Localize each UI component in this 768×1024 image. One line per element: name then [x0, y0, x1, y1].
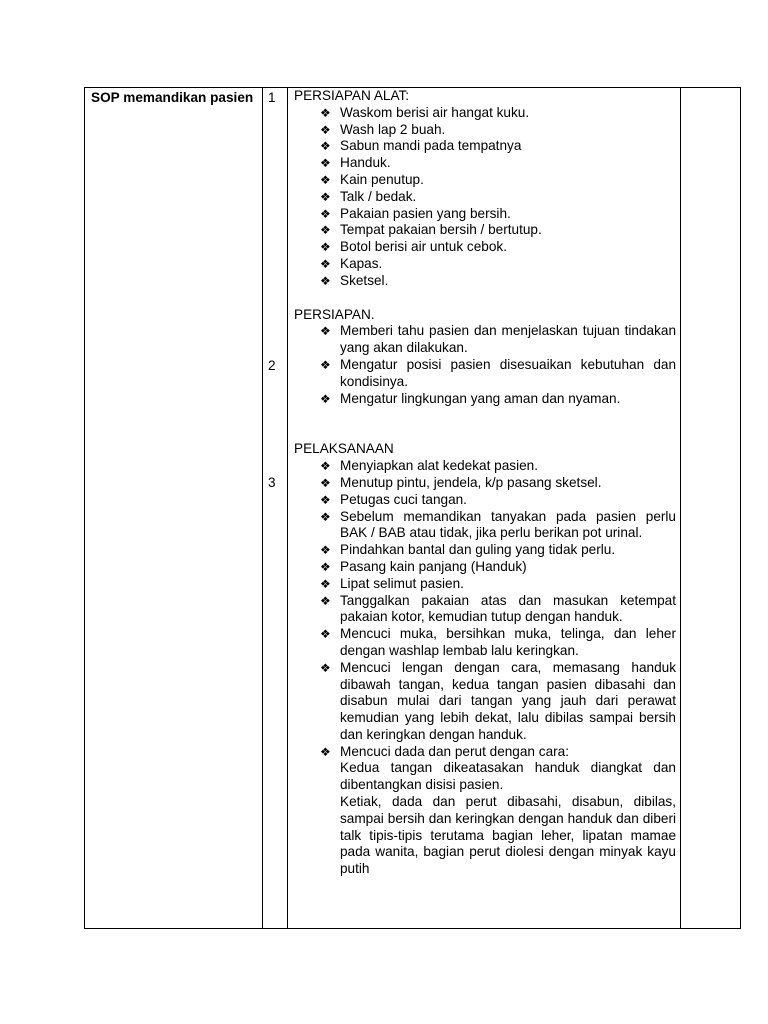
- list-item: ❖ Kapas.: [320, 255, 383, 271]
- list-item: ❖ Memberi tahu pasien dan menjelaskan tujuan tindakan yang akan dilakukan.: [320, 323, 676, 356]
- four-diamond-bullet-icon: ❖: [320, 459, 331, 474]
- four-diamond-bullet-icon: ❖: [320, 543, 331, 558]
- list-item: ❖ Tempat pakaian bersih / bertutup.: [320, 222, 542, 238]
- four-diamond-bullet-icon: ❖: [320, 273, 331, 288]
- list-item: ❖ Pasang kain panjang (Handuk): [320, 558, 527, 574]
- list-item: ❖ Handuk.: [320, 155, 391, 171]
- step-number-column: [263, 88, 288, 929]
- list-item: ❖ Menutup pintu, jendela, k/p pasang sketsel.: [320, 474, 602, 490]
- four-diamond-bullet-icon: ❖: [320, 256, 331, 271]
- section-heading-pelaksanaan: PELAKSANAAN: [294, 441, 394, 457]
- step-number-3: 3: [268, 475, 276, 490]
- four-diamond-bullet-icon: ❖: [320, 576, 331, 591]
- four-diamond-bullet-icon: ❖: [320, 627, 331, 642]
- list-item: ❖ Talk / bedak.: [320, 188, 417, 204]
- list-item: ❖ Sabun mandi pada tempatnya: [320, 138, 522, 154]
- four-diamond-bullet-icon: ❖: [320, 139, 331, 154]
- four-diamond-bullet-icon: ❖: [320, 172, 331, 187]
- four-diamond-bullet-icon: ❖: [320, 593, 331, 608]
- list-item: ❖ Mencuci lengan dengan cara, memasang handuk dibawah tangan, kedua tangan pasien dibasahi dan disabun mulai dari tangan yang jauh dari perawat kemudian yang lebih dekat, lalu dibilas sampai bersih dan keringkan dengan handuk.: [320, 659, 676, 742]
- list-item: ❖ Wash lap 2 buah.: [320, 121, 446, 137]
- four-diamond-bullet-icon: ❖: [320, 357, 331, 372]
- list-item: ❖ Kain penutup.: [320, 171, 424, 187]
- list-item: ❖ Sketsel.: [320, 272, 389, 288]
- list-persiapan-alat: [294, 105, 676, 290]
- step-number-2: 2: [268, 358, 276, 373]
- list-item: ❖ Petugas cuci tangan.: [320, 491, 467, 507]
- four-diamond-bullet-icon: ❖: [320, 156, 331, 171]
- four-diamond-bullet-icon: ❖: [320, 744, 331, 759]
- four-diamond-bullet-icon: ❖: [320, 391, 331, 406]
- continuation-text: Kedua tangan dikeatasakan handuk diangkat dan dibentangkan disisi pasien.: [340, 760, 676, 793]
- four-diamond-bullet-icon: ❖: [320, 509, 331, 524]
- list-item: ❖ Tanggalkan pakaian atas dan masukan ketempat pakaian kotor, kemudian tutup dengan handuk.: [320, 592, 676, 625]
- section-heading-persiapan: PERSIAPAN.: [294, 306, 375, 322]
- list-item: ❖ Lipat selimut pasien.: [320, 575, 464, 591]
- four-diamond-bullet-icon: ❖: [320, 206, 331, 221]
- list-pelaksanaan: [294, 458, 676, 760]
- list-item: ❖ Mencuci dada dan perut dengan cara:: [320, 743, 569, 759]
- continuation-text: Ketiak, dada dan perut dibasahi, disabun, dibilas, sampai bersih dan keringkan dengan handuk dan diberi talk tipis-tipis terutama bagian leher, lipatan mamae pada wanita, bagian perut diolesi dengan minyak kayu putih: [340, 794, 676, 877]
- four-diamond-bullet-icon: ❖: [320, 105, 331, 120]
- empty-column: [681, 88, 741, 929]
- list-item: ❖ Menyiapkan alat kedekat pasien.: [320, 458, 538, 474]
- sop-title: SOP memandikan pasien: [85, 88, 263, 929]
- four-diamond-bullet-icon: ❖: [320, 475, 331, 490]
- list-item: ❖ Sebelum memandikan tanyakan pada pasien perlu BAK / BAB atau tidak, jika perlu berikan pot urinal.: [320, 508, 676, 541]
- four-diamond-bullet-icon: ❖: [320, 492, 331, 507]
- four-diamond-bullet-icon: ❖: [320, 122, 331, 137]
- list-item: ❖ Pindahkan bantal dan guling yang tidak perlu.: [320, 542, 616, 558]
- section-heading-persiapan-alat: PERSIAPAN ALAT:: [294, 88, 410, 103]
- list-item: ❖ Mengatur posisi pasien disesuaikan kebutuhan dan kondisinya.: [320, 356, 676, 389]
- four-diamond-bullet-icon: ❖: [320, 324, 331, 339]
- list-item: ❖ Mencuci muka, bersihkan muka, telinga, dan leher dengan washlap lembab lalu keringkan.: [320, 626, 676, 658]
- four-diamond-bullet-icon: ❖: [320, 223, 331, 238]
- four-diamond-bullet-icon: ❖: [320, 240, 331, 255]
- list-item: ❖ Pakaian pasien yang bersih.: [320, 205, 511, 221]
- list-persiapan: [294, 323, 676, 407]
- list-item: ❖ Mengatur lingkungan yang aman dan nyaman.: [320, 390, 621, 406]
- sop-table: [84, 87, 741, 929]
- procedure-content: [288, 88, 681, 929]
- list-item: ❖ Waskom berisi air hangat kuku.: [320, 104, 530, 120]
- table-row: [85, 88, 741, 929]
- step-number-1: 1: [268, 90, 276, 105]
- four-diamond-bullet-icon: ❖: [320, 660, 331, 675]
- four-diamond-bullet-icon: ❖: [320, 189, 331, 204]
- four-diamond-bullet-icon: ❖: [320, 559, 331, 574]
- list-item: ❖ Botol berisi air untuk cebok.: [320, 239, 507, 255]
